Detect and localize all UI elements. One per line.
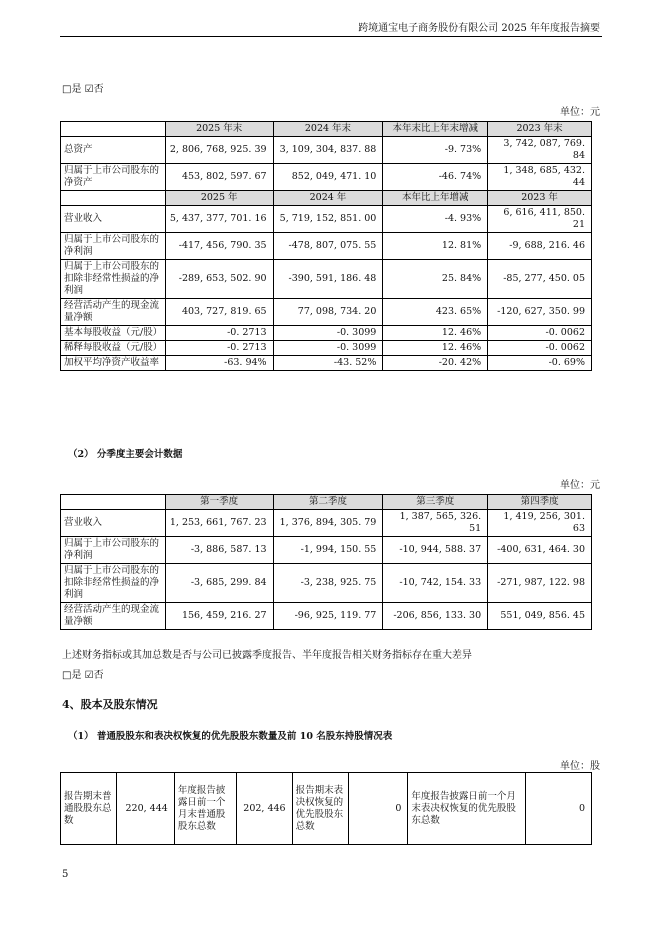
- row-label: 归属于上市公司股东的扣除非经常性损益的净利润: [61, 564, 166, 603]
- table-cell: -3, 886, 587. 13: [165, 537, 273, 564]
- table-cell: -0. 2713: [165, 326, 273, 341]
- header-cell: 第四季度: [488, 495, 592, 510]
- shareholder-count-table: [60, 772, 592, 845]
- table-cell: -46. 74%: [383, 164, 488, 191]
- table-cell: 403, 727, 819. 65: [165, 299, 273, 326]
- row-label: 经营活动产生的现金流量净额: [61, 299, 166, 326]
- row-label: 营业收入: [61, 510, 166, 537]
- header-cell: 本年比上年增减: [383, 191, 488, 206]
- table-cell: -1, 994, 150. 55: [273, 537, 383, 564]
- table-cell: 12. 46%: [383, 341, 488, 356]
- table-cell: 5, 437, 377, 701. 16: [165, 206, 273, 233]
- table-row: [61, 326, 592, 341]
- table-row: [61, 356, 592, 371]
- report-title: 跨境通宝电子商务股份有限公司 2025 年年度报告摘要: [358, 23, 600, 34]
- row-label: 归属于上市公司股东的净利润: [61, 233, 166, 260]
- table-cell: -417, 456, 790. 35: [165, 233, 273, 260]
- table-cell: -63. 94%: [165, 356, 273, 371]
- table-cell: -0. 3099: [273, 326, 383, 341]
- header-cell: 2023 年末: [488, 122, 592, 137]
- row-label: 归属于上市公司股东的净利润: [61, 537, 166, 564]
- table-cell: 1, 419, 256, 301. 63: [488, 510, 592, 537]
- checkbox-line-2: □是 ☑否: [62, 670, 104, 681]
- label-cell: 年度报告披露日前一个月末表决权恢复的优先股股东总数: [408, 773, 526, 845]
- value-cell: 0: [526, 773, 592, 845]
- annual-key-data-table: [60, 121, 592, 371]
- unit-label-1: 单位：元: [560, 107, 600, 118]
- quarterly-data-table: [60, 494, 592, 630]
- table-cell: 25. 84%: [383, 260, 488, 299]
- value-cell: 0: [348, 773, 408, 845]
- row-label: 归属于上市公司股东的扣除非经常性损益的净利润: [61, 260, 166, 299]
- table-cell: -0. 69%: [488, 356, 592, 371]
- table-cell: -9, 688, 216. 46: [488, 233, 592, 260]
- table-cell: -271, 987, 122. 98: [488, 564, 592, 603]
- row-label: 归属于上市公司股东的净资产: [61, 164, 166, 191]
- row-label: 经营活动产生的现金流量净额: [61, 603, 166, 630]
- label-cell: 报告期末普通股股东总数: [61, 773, 117, 845]
- table-cell: 156, 459, 216. 27: [165, 603, 273, 630]
- checkbox-line-1: □是 ☑否: [62, 84, 104, 95]
- header-cell: 第二季度: [273, 495, 383, 510]
- table-cell: 6, 616, 411, 850. 21: [488, 206, 592, 233]
- table-cell: -390, 591, 186. 48: [273, 260, 383, 299]
- table-cell: -400, 631, 464. 30: [488, 537, 592, 564]
- table-header-row: [61, 122, 592, 137]
- table-cell: -85, 277, 450. 05: [488, 260, 592, 299]
- table-cell: -0. 3099: [273, 341, 383, 356]
- table-cell: 852, 049, 471. 10: [273, 164, 383, 191]
- table-row: [61, 206, 592, 233]
- row-label: 基本每股收益（元/股）: [61, 326, 166, 341]
- table-cell: 1, 376, 894, 305. 79: [273, 510, 383, 537]
- section-heading-shareholders: 4、股本及股东情况: [62, 698, 158, 711]
- table-cell: -10, 944, 588. 37: [383, 537, 488, 564]
- table-cell: 5, 719, 152, 851. 00: [273, 206, 383, 233]
- table-cell: 77, 098, 734. 20: [273, 299, 383, 326]
- table-cell: -96, 925, 119. 77: [273, 603, 383, 630]
- table-cell: -9. 73%: [383, 137, 488, 164]
- label-cell: 年度报告披露日前一个月末普通股股东总数: [174, 773, 236, 845]
- section-subheading-shareholders: （1） 普通股股东和表决权恢复的优先股股东数量及前 10 名股东持股情况表: [68, 731, 393, 742]
- header-cell: [61, 122, 166, 137]
- header-cell: 2024 年末: [273, 122, 383, 137]
- value-cell: 220, 444: [116, 773, 174, 845]
- table-cell: -206, 856, 133. 30: [383, 603, 488, 630]
- table-row: [61, 233, 592, 260]
- table-cell: 12. 46%: [383, 326, 488, 341]
- unit-label-2: 单位：元: [560, 480, 600, 491]
- table-cell: 12. 81%: [383, 233, 488, 260]
- label-cell: 报告期末表决权恢复的优先股股东总数: [292, 773, 348, 845]
- value-cell: 202, 446: [236, 773, 292, 845]
- table-cell: -0. 2713: [165, 341, 273, 356]
- header-divider: [60, 36, 602, 37]
- table-cell: -0. 0062: [488, 326, 592, 341]
- table-header-row: [61, 191, 592, 206]
- header-cell: 2025 年末: [165, 122, 273, 137]
- header-cell: 本年末比上年末增减: [383, 122, 488, 137]
- header-cell: 2024 年: [273, 191, 383, 206]
- table-cell: -120, 627, 350. 99: [488, 299, 592, 326]
- table-cell: 453, 802, 597. 67: [165, 164, 273, 191]
- table-cell: -4. 93%: [383, 206, 488, 233]
- table-row: [61, 137, 592, 164]
- table-cell: -478, 807, 075. 55: [273, 233, 383, 260]
- header-cell: [61, 495, 166, 510]
- row-label: 稀释每股收益（元/股）: [61, 341, 166, 356]
- unit-label-3: 单位：股: [560, 761, 600, 772]
- table-row: [61, 564, 592, 603]
- page-number: 5: [62, 869, 69, 880]
- table-row: [61, 164, 592, 191]
- table-row: [61, 341, 592, 356]
- table-row: [61, 510, 592, 537]
- row-label: 加权平均净资产收益率: [61, 356, 166, 371]
- row-label: 总资产: [61, 137, 166, 164]
- table-cell: 551, 049, 856. 45: [488, 603, 592, 630]
- note-text: 上述财务指标或其加总数是否与公司已披露季度报告、半年度报告相关财务指标存在重大差异: [62, 650, 472, 661]
- table-row: [61, 537, 592, 564]
- table-cell: -3, 238, 925. 75: [273, 564, 383, 603]
- table-cell: 1, 253, 661, 767. 23: [165, 510, 273, 537]
- table-header-row: [61, 495, 592, 510]
- table-row: [61, 773, 592, 845]
- table-row: [61, 603, 592, 630]
- row-label: 营业收入: [61, 206, 166, 233]
- header-cell: 第一季度: [165, 495, 273, 510]
- header-cell: 第三季度: [383, 495, 488, 510]
- header-cell: 2025 年: [165, 191, 273, 206]
- table-row: [61, 299, 592, 326]
- table-cell: -3, 685, 299. 84: [165, 564, 273, 603]
- table-cell: 3, 109, 304, 837. 88: [273, 137, 383, 164]
- table-cell: -20. 42%: [383, 356, 488, 371]
- table-cell: 3, 742, 087, 769. 84: [488, 137, 592, 164]
- table-cell: -43. 52%: [273, 356, 383, 371]
- table-cell: 1, 348, 685, 432. 44: [488, 164, 592, 191]
- table-cell: -10, 742, 154. 33: [383, 564, 488, 603]
- table-cell: 2, 806, 768, 925. 39: [165, 137, 273, 164]
- table-cell: 423. 65%: [383, 299, 488, 326]
- table-cell: -0. 0062: [488, 341, 592, 356]
- table-cell: 1, 387, 565, 326. 51: [383, 510, 488, 537]
- table-row: [61, 260, 592, 299]
- table-cell: -289, 653, 502. 90: [165, 260, 273, 299]
- section-heading-quarterly: （2） 分季度主要会计数据: [68, 449, 183, 460]
- header-cell: [61, 191, 166, 206]
- header-cell: 2023 年: [488, 191, 592, 206]
